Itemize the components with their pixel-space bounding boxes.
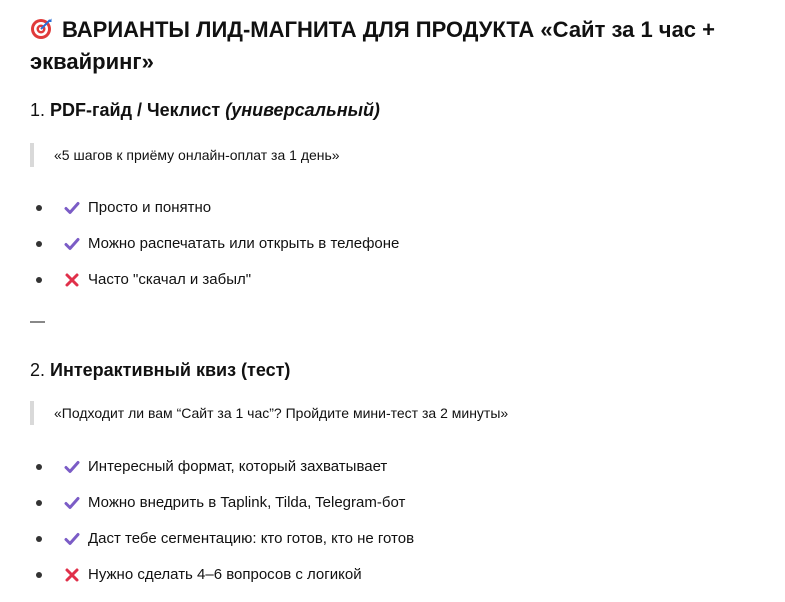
list-item bbox=[30, 491, 414, 527]
section-2-number: 2. bbox=[30, 360, 46, 380]
list-item-text: Даст тебе сегментацию: кто готов, кто не готов bbox=[88, 530, 415, 547]
list-item bbox=[30, 563, 414, 599]
list-item bbox=[30, 455, 414, 491]
cross-icon bbox=[64, 567, 80, 583]
target-icon bbox=[30, 18, 52, 40]
section-2-list bbox=[30, 455, 414, 599]
section-1-heading bbox=[30, 98, 380, 122]
section-2-title: Интерактивный квиз (тест) bbox=[50, 360, 291, 380]
cross-icon bbox=[64, 272, 80, 288]
section-1-title: PDF-гайд / Чеклист bbox=[50, 100, 221, 120]
bullet-dot bbox=[36, 205, 42, 211]
bullet-dot bbox=[36, 241, 42, 247]
page-title-text: ВАРИАНТЫ ЛИД-МАГНИТА ДЛЯ ПРОДУКТА «Сайт за 1 час + эквайринг» bbox=[30, 17, 716, 74]
page-title bbox=[30, 14, 760, 78]
check-icon bbox=[64, 459, 80, 475]
bullet-dot bbox=[36, 500, 42, 506]
list-item bbox=[30, 196, 399, 232]
section-1-note: (универсальный) bbox=[225, 100, 380, 120]
section-1-number: 1. bbox=[30, 100, 46, 120]
section-2-heading bbox=[30, 358, 290, 382]
check-icon bbox=[64, 236, 80, 252]
list-item-text: Можно распечатать или открыть в телефоне bbox=[88, 235, 400, 252]
list-item-text: Нужно сделать 4–6 вопросов с логикой bbox=[88, 566, 362, 583]
section-1-quote: «5 шагов к приёму онлайн-оплат за 1 день» bbox=[30, 143, 340, 167]
bullet-dot bbox=[36, 536, 42, 542]
list-item bbox=[30, 268, 399, 304]
check-icon bbox=[64, 495, 80, 511]
bullet-dot bbox=[36, 277, 42, 283]
bullet-dot bbox=[36, 464, 42, 470]
section-1-list bbox=[30, 196, 399, 304]
list-item bbox=[30, 232, 399, 268]
list-item bbox=[30, 527, 414, 563]
check-icon bbox=[64, 531, 80, 547]
list-item-text: Можно внедрить в Taplink, Tilda, Telegram-бот bbox=[88, 494, 406, 511]
list-item-text: Часто "скачал и забыл" bbox=[88, 271, 252, 288]
check-icon bbox=[64, 200, 80, 216]
bullet-dot bbox=[36, 572, 42, 578]
list-item-text: Просто и понятно bbox=[88, 199, 212, 216]
section-2-quote: «Подходит ли вам “Сайт за 1 час”? Пройдите мини-тест за 2 минуты» bbox=[30, 401, 508, 425]
separator: — bbox=[30, 313, 45, 330]
list-item-text: Интересный формат, который захватывает bbox=[88, 458, 388, 475]
